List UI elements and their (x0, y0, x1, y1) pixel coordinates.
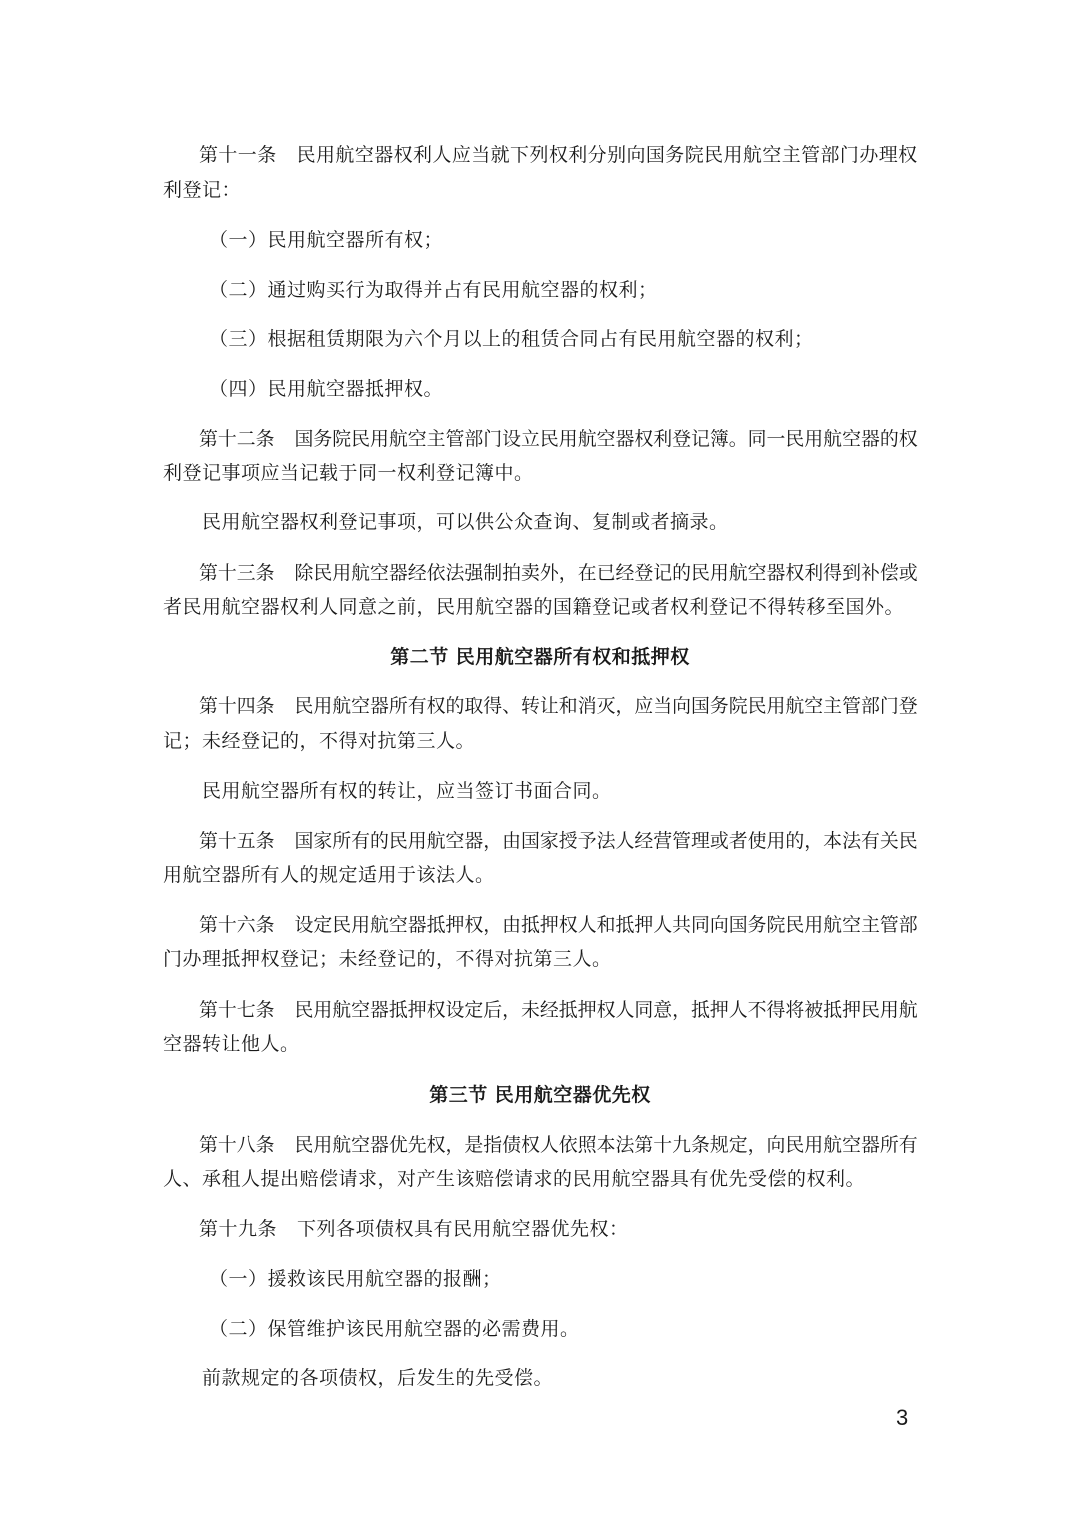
article-17-line-1 (199, 998, 918, 1022)
article-19-paragraph-2: 前款规定的各项债权，后发生的先受偿。 (202, 1367, 554, 1389)
article-19-item-1: （一）援救该民用航空器的报酬； (209, 1268, 502, 1290)
article-15-label: 第十五条 (199, 830, 275, 852)
article-12-label: 第十二条 (199, 428, 275, 450)
article-12-line-2: 利登记事项应当记载于同一权利登记簿中。 (163, 462, 534, 484)
article-17-label: 第十七条 (199, 999, 275, 1021)
article-18-line-2: 人、承租人提出赔偿请求，对产生该赔偿请求的民用航空器具有优先受偿的权利。 (163, 1168, 866, 1190)
article-15-line-2: 用航空器所有人的规定适用于该法人。 (163, 864, 495, 886)
article-19-text: 下列各项债权具有民用航空器优先权： (297, 1218, 629, 1240)
article-16-line-1 (199, 913, 918, 937)
article-13-label: 第十三条 (199, 562, 275, 584)
article-14-paragraph-2: 民用航空器所有权的转让，应当签订书面合同。 (202, 780, 612, 802)
article-17-text: 民用航空器抵押权设定后，未经抵押权人同意，抵押人不得将被抵押民用航 (294, 999, 918, 1021)
section-3-heading: 第三节 民用航空器优先权 (429, 1084, 651, 1106)
article-17-line-2: 空器转让他人。 (163, 1033, 300, 1055)
article-15-line-1 (199, 829, 918, 853)
article-14-text: 民用航空器所有权的取得、转让和消灭，应当向国务院民用航空主管部门登 (294, 695, 918, 717)
article-12-line-1 (199, 427, 918, 451)
article-11-label: 第十一条 (199, 144, 277, 166)
article-11-line-1 (199, 143, 918, 167)
article-14-line-2: 记；未经登记的，不得对抗第三人。 (163, 730, 476, 752)
article-18-line-1 (199, 1133, 918, 1157)
article-16-label: 第十六条 (199, 914, 275, 936)
article-14-label: 第十四条 (199, 695, 275, 717)
article-19-label: 第十九条 (199, 1218, 278, 1240)
article-12-text: 国务院民用航空主管部门设立民用航空器权利登记簿。同一民用航空器的权 (294, 428, 918, 450)
article-11-item-2: （二）通过购买行为取得并占有民用航空器的权利； (209, 279, 658, 301)
section-2-heading: 第二节 民用航空器所有权和抵押权 (390, 646, 690, 668)
article-18-label: 第十八条 (199, 1134, 275, 1156)
article-19-line-1 (199, 1217, 629, 1241)
page-number: 3 (896, 1405, 909, 1430)
article-15-text: 国家所有的民用航空器，由国家授予法人经营管理或者使用的，本法有关民 (294, 830, 918, 852)
article-11-text: 民用航空器权利人应当就下列权利分别向国务院民用航空主管部门办理权 (296, 144, 918, 166)
article-12-paragraph-2: 民用航空器权利登记事项，可以供公众查询、复制或者摘录。 (202, 511, 729, 533)
article-18-text: 民用航空器优先权，是指债权人依照本法第十九条规定，向民用航空器所有 (294, 1134, 918, 1156)
article-14-line-1 (199, 694, 918, 718)
article-16-line-2: 门办理抵押权登记；未经登记的，不得对抗第三人。 (163, 948, 612, 970)
article-19-item-2: （二）保管维护该民用航空器的必需费用。 (209, 1318, 580, 1340)
article-11-item-3: （三）根据租赁期限为六个月以上的租赁合同占有民用航空器的权利； (209, 328, 814, 350)
article-13-line-1 (199, 561, 918, 585)
article-13-text: 除民用航空器经依法强制拍卖外，在已经登记的民用航空器权利得到补偿或 (294, 562, 918, 584)
article-13-line-2: 者民用航空器权利人同意之前，民用航空器的国籍登记或者权利登记不得转移至国外。 (163, 596, 905, 618)
article-16-text: 设定民用航空器抵押权，由抵押权人和抵押人共同向国务院民用航空主管部 (294, 914, 918, 936)
article-11-line-2: 利登记： (163, 179, 242, 201)
article-11-item-1: （一）民用航空器所有权； (209, 229, 444, 251)
article-11-item-4: （四）民用航空器抵押权。 (209, 378, 444, 400)
